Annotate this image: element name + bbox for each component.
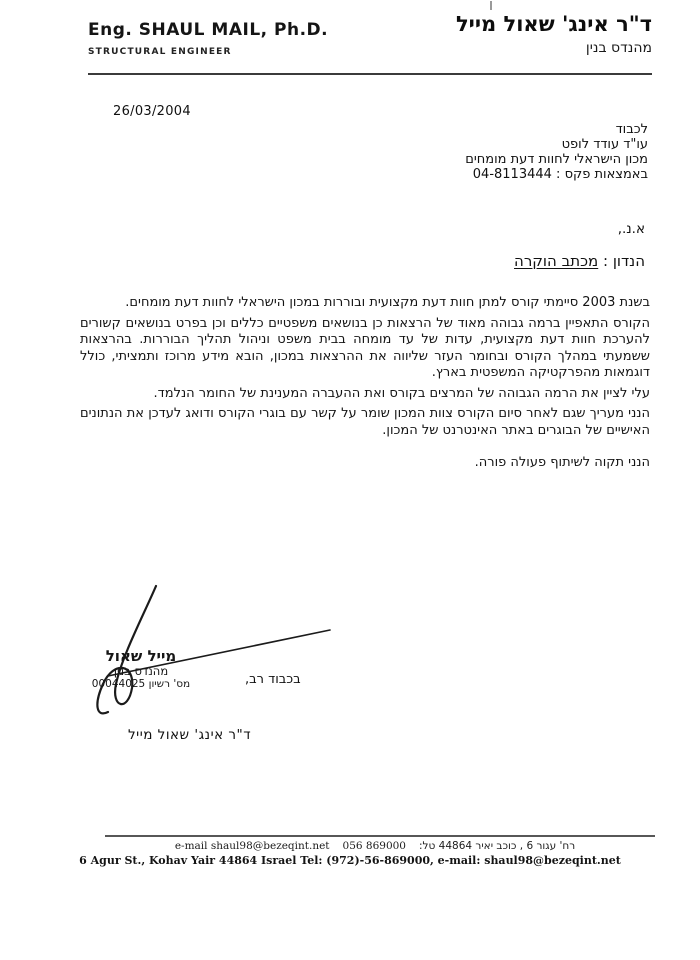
- paragraph: עלי לציין את הרמה הגבוהה של המרצים בקורס ואת ההעברה המענינת של החומר הנלמד.: [153, 385, 650, 401]
- scan-artifact: [490, 1, 492, 10]
- letterhead-hebrew: [456, 12, 652, 56]
- salutation: א.נ.,: [617, 221, 645, 237]
- subject-title: מכתב הוקרה: [514, 252, 599, 270]
- paragraph: הקורס התאפיין ברמה גבוהה מאוד של הרצאות כן בנושאים משפטיים כללים וכן בפרט בנושאים קשורים להערכת חוות דעת מקצועית, עדות של עד מומחה בבית משפט וניהול תהליך הבוררות. בהרצאות ששמעתי במהלך הקורס ובחומר העזר שליווה את ההרצאות במכון, הובא מידע מרוכז ותמציתי, כולל דוגמאות מהפרקטיקה המשפטית בארץ.: [80, 315, 650, 380]
- subject-label: הנדון :: [598, 252, 645, 270]
- subject-line: [514, 252, 645, 270]
- paragraph: הנני מעריך שגם לאחר סיום הקורס צוות המכון שומר על קשר עם בוגרי הקורס ודואג לעדכן את הנתונים האישיים של הבוגרים באתר האינטרנט של המכון.: [80, 406, 650, 438]
- footer-address-hebrew: רח' עגור 6 , כוכב יאיר 44864 טל:: [419, 840, 576, 852]
- footer-phone: 056 869000: [342, 840, 406, 852]
- recipient-line: מכון הישראלי לחוות דעת מומחים: [465, 152, 648, 167]
- stamp-title: מהנדס בנין: [113, 664, 169, 678]
- footer-email: e-mail shaul98@bezeqint.net: [174, 840, 330, 852]
- closing-regards: בכבוד רב,: [245, 672, 301, 687]
- typed-signature-name: ד"ר אינג' שאול מייל: [128, 727, 252, 743]
- paragraph: בשנת 2003 סיימתי קורס למתן חוות דעת מקצועית ובוררות במכון הישראלי לחוות דעת מומחים.: [125, 295, 650, 310]
- stamp-license-number: מס' רשיון 00044025: [91, 678, 191, 690]
- stamp-name: מייל שאול: [105, 647, 177, 665]
- letter-body: [80, 295, 650, 476]
- footer-divider: [105, 835, 655, 837]
- recipient-line: לכבוד: [615, 122, 648, 137]
- letter-date: 26/03/2004: [113, 104, 191, 119]
- engineer-stamp: [82, 648, 200, 691]
- recipient-line: באמצאות פקס : 04-8113444: [472, 167, 648, 182]
- recipient-line: עו"ד עודד לופט: [561, 137, 648, 152]
- paragraph: הנני תקוה לשיתוף פעולה פורה.: [474, 455, 650, 470]
- footer-contact-line: [95, 840, 655, 852]
- footer-address-english: 6 Agur St., Kohav Yair 44864 Israel Tel: (972)-56-869000, e-mail: shaul98@bezeqint.net: [79, 854, 621, 867]
- engineer-name-hebrew: ד"ר אינג' שאול מייל: [455, 12, 652, 36]
- engineer-title-hebrew: מהנדס בנין: [585, 40, 652, 56]
- letterhead-english: [88, 20, 328, 57]
- recipient-block: [465, 122, 648, 182]
- engineer-title-english: STRUCTURAL ENGINEER: [88, 47, 232, 57]
- letterhead-divider: [88, 73, 652, 75]
- engineer-name-english: Eng. SHAUL MAIL, Ph.D.: [88, 20, 329, 40]
